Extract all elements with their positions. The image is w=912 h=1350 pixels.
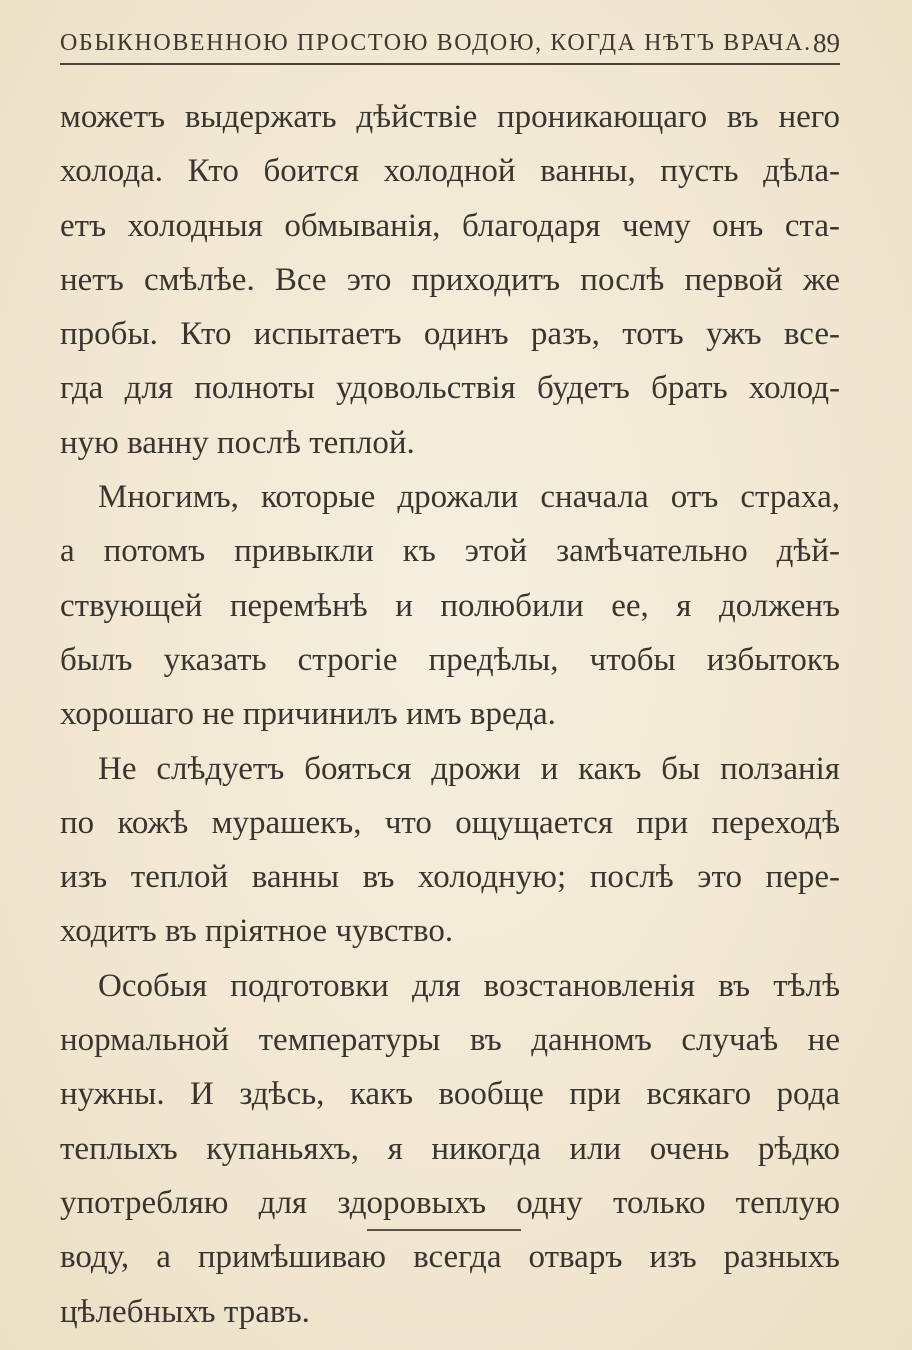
text-line: изъ теплой ванны въ холодную; послѣ это пере- — [60, 859, 840, 896]
body-text — [60, 90, 840, 1339]
text-line: нетъ смѣлѣе. Все это приходитъ послѣ первой же — [60, 261, 840, 298]
text-line: ную ванну послѣ теплой. — [60, 424, 415, 461]
header-rule — [60, 63, 840, 65]
text-line: холода. Кто боится холодной ванны, пусть дѣла- — [60, 153, 840, 190]
running-head — [60, 26, 840, 60]
text-line: етъ холодныя обмыванія, благодаря чему онъ ста- — [60, 207, 840, 244]
text-line: пробы. Кто испытаетъ одинъ разъ, тотъ ужъ все- — [60, 316, 840, 353]
text-line: нужны. И здѣсь, какъ вообще при всякаго рода — [60, 1076, 840, 1113]
text-line: ствующей перемѣнѣ и полюбили ее, я долженъ — [60, 587, 840, 624]
text-line: употребляю для здоровыхъ одну только теплую — [60, 1184, 840, 1221]
page-number: 89 — [813, 27, 840, 58]
text-line: хорошаго не причинилъ имъ вреда. — [60, 696, 556, 733]
text-line: Многимъ, которые дрожали сначала отъ страха, — [98, 479, 840, 516]
text-line: воду, а примѣшиваю всегда отваръ изъ разныхъ — [60, 1239, 840, 1276]
text-line: былъ указать строгіе предѣлы, чтобы избытокъ — [60, 641, 840, 678]
text-line: по кожѣ мурашекъ, что ощущается при переходѣ — [60, 804, 840, 841]
text-line: можетъ выдержать дѣйствіе проникающаго въ него — [60, 99, 840, 135]
text-line: ходитъ въ пріятное чувство. — [60, 913, 454, 950]
text-line: теплыхъ купаньяхъ, я никогда или очень рѣдко — [60, 1130, 840, 1167]
text-line: Особыя подготовки для возстановленія въ тѣлѣ — [98, 967, 840, 1004]
text-line: а потомъ привыкли къ этой замѣчательно дѣй- — [60, 533, 840, 570]
text-line: нормальной температуры въ данномъ случаѣ не — [60, 1022, 840, 1059]
text-line: Не слѣдуетъ бояться дрожи и какъ бы ползанія — [98, 750, 840, 787]
running-title: ОБЫКНОВЕННОЮ ПРОСТОЮ ВОДОЮ, КОГДА НѢТЪ ВРАЧА. — [60, 29, 812, 56]
text-line: гда для полноты удовольствія будетъ брать холод- — [60, 370, 840, 407]
closing-rule — [367, 1229, 521, 1231]
text-line: цѣлебныхъ травъ. — [60, 1293, 310, 1330]
